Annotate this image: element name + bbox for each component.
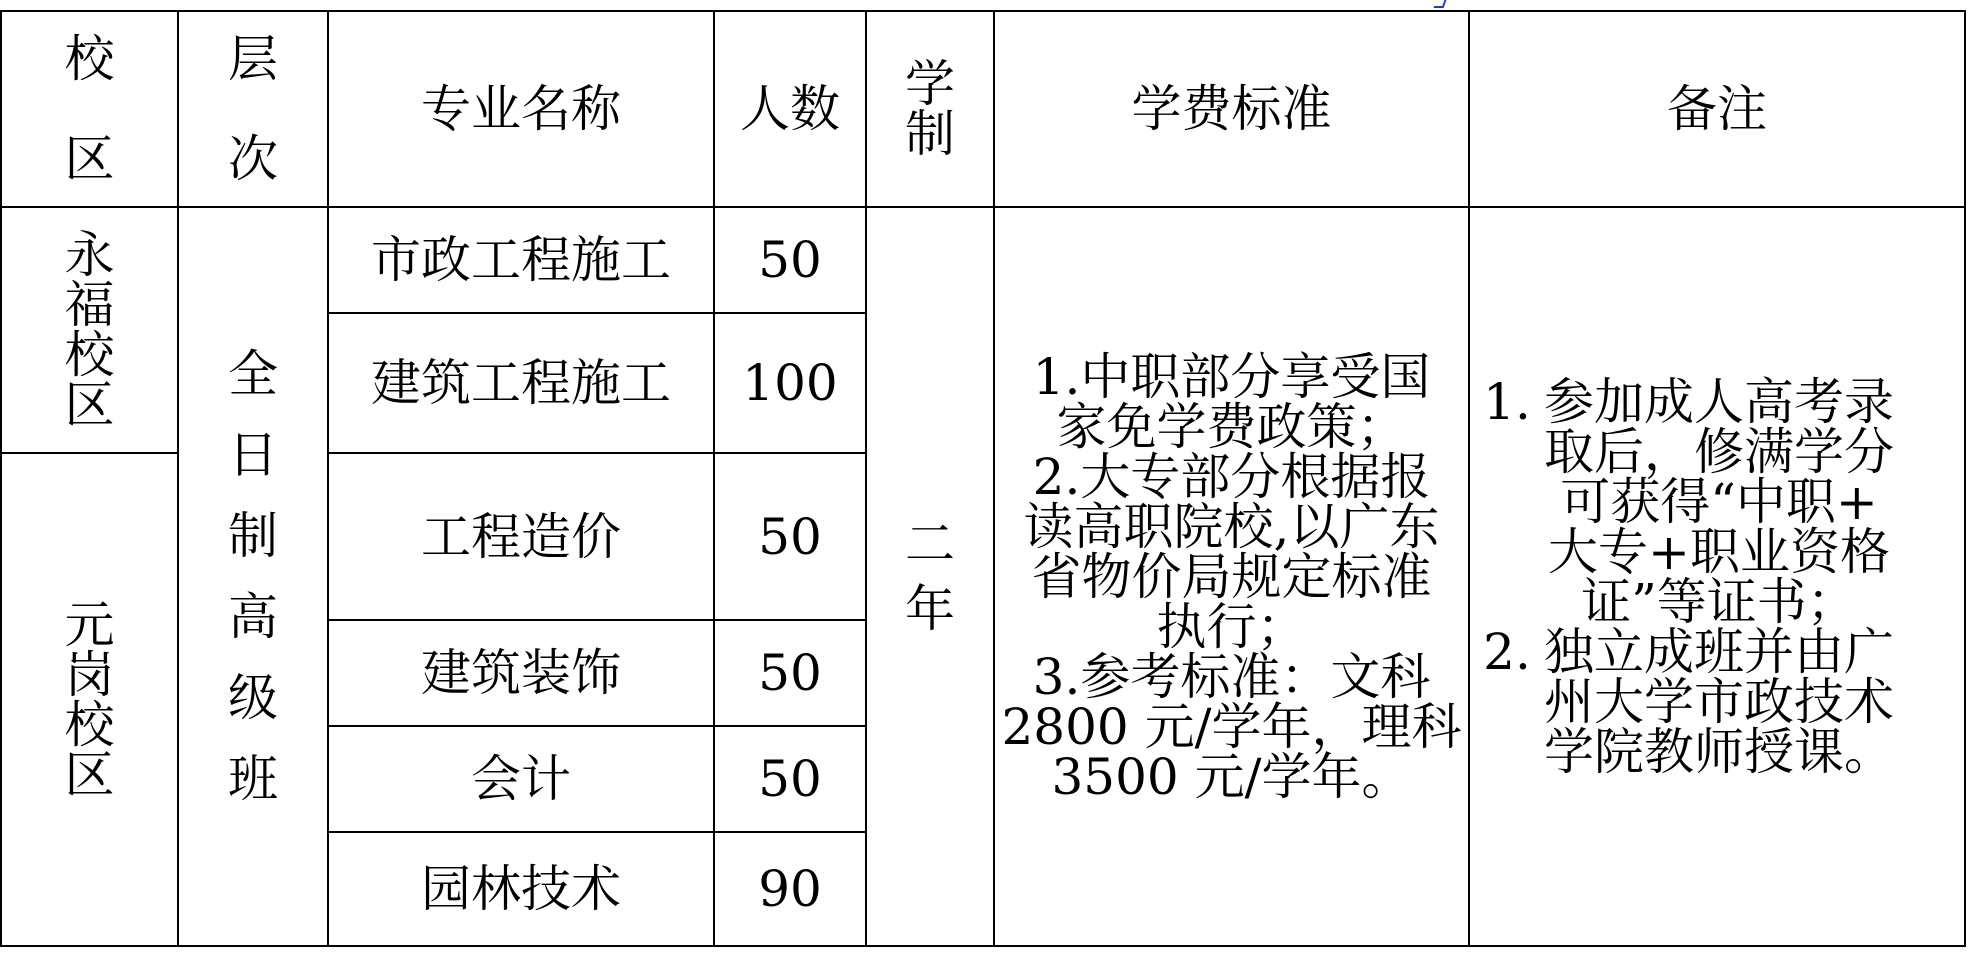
header-row (1, 11, 1965, 207)
header-count (714, 11, 866, 207)
major-count (714, 207, 866, 313)
note-number: 2. (1483, 622, 1531, 681)
header-duration-char-1: 学 (905, 55, 955, 113)
campus-yongfu-char-1: 永 (64, 226, 115, 284)
note-line: 取后，修满学分 (1544, 422, 1894, 481)
enrollment-table (0, 10, 1966, 947)
note-number: 1. (1483, 372, 1531, 431)
fee-cell (994, 207, 1469, 946)
level-char-2: 日 (228, 425, 278, 484)
level-cell (178, 207, 328, 946)
major-count (714, 726, 866, 832)
major-name (328, 313, 714, 453)
major-name-text: 建筑工程施工 (371, 354, 671, 412)
table-row (1, 207, 1965, 313)
note-line: 独立成班并由广 (1544, 622, 1894, 681)
fee-line: 3500 元/学年。 (1051, 747, 1412, 806)
header-campus-char-2: 区 (64, 130, 115, 188)
note-line: 证”等证书； (1581, 572, 1857, 631)
header-major (328, 11, 714, 207)
campus-yongfu-char-4: 区 (64, 376, 115, 434)
header-fee-text: 学费标准 (1131, 80, 1332, 138)
note-line: 参加成人高考录 (1544, 372, 1894, 431)
major-name (328, 726, 714, 832)
duration-char-2: 年 (905, 579, 955, 638)
fee-line: 家免学费政策； (1056, 397, 1407, 456)
major-name-text: 工程造价 (421, 507, 621, 566)
header-campus-char-1: 校 (64, 30, 115, 88)
campus-yuangang-char-3: 校 (64, 695, 115, 754)
major-count-text: 90 (758, 860, 822, 918)
major-count-text: 50 (758, 231, 822, 289)
fee-line: 3.参考标准：文科 (1032, 647, 1431, 706)
major-count-text: 50 (758, 644, 822, 702)
fee-line: 2.大专部分根据报 (1032, 447, 1431, 506)
header-fee (994, 11, 1469, 207)
major-count-text: 100 (742, 354, 838, 412)
header-level (178, 11, 328, 207)
campus-yongfu (1, 207, 178, 453)
level-char-3: 制 (228, 506, 278, 565)
header-duration (866, 11, 994, 207)
campus-yuangang (1, 453, 178, 946)
campus-yuangang-char-1: 元 (64, 595, 115, 654)
header-remark-text: 备注 (1667, 80, 1767, 138)
header-campus (1, 11, 178, 207)
note-item (1470, 622, 1964, 781)
major-count (714, 313, 866, 453)
blue-corner-mark (1434, 0, 1447, 8)
campus-yuangang-char-4: 区 (64, 745, 115, 804)
note-line: 大专+职业资格 (1548, 522, 1890, 581)
major-name (328, 832, 714, 946)
major-name (328, 207, 714, 313)
duration-cell (866, 207, 994, 946)
major-name-text: 会计 (471, 750, 571, 808)
note-line: 学院教师授课。 (1544, 722, 1894, 781)
campus-yongfu-char-2: 福 (64, 276, 115, 334)
major-count-text: 50 (758, 507, 822, 566)
header-major-text: 专业名称 (421, 80, 621, 138)
level-char-5: 级 (228, 668, 278, 727)
major-name-text: 建筑装饰 (421, 644, 621, 702)
major-name-text: 市政工程施工 (371, 231, 671, 289)
major-count (714, 832, 866, 946)
duration-char-1: 二 (905, 514, 955, 573)
header-level-char-2: 次 (228, 130, 278, 188)
header-remark (1469, 11, 1965, 207)
header-count-text: 人数 (740, 80, 840, 138)
fee-line: 2800 元/学年，理科 (1001, 697, 1462, 756)
note-item (1470, 372, 1964, 631)
level-char-4: 高 (228, 587, 278, 646)
campus-yuangang-char-2: 岗 (64, 645, 115, 704)
major-count (714, 453, 866, 620)
fee-line: 1.中职部分享受国 (1032, 347, 1431, 406)
major-name (328, 620, 714, 726)
note-line: 可获得“中职+ (1560, 472, 1878, 531)
header-level-char-1: 层 (228, 30, 278, 88)
campus-yongfu-char-3: 校 (64, 326, 115, 384)
major-name (328, 453, 714, 620)
fee-line: 省物价局规定标准 (1031, 547, 1432, 606)
remark-cell (1469, 207, 1965, 946)
major-count (714, 620, 866, 726)
level-char-6: 班 (228, 749, 278, 808)
header-duration-char-2: 制 (905, 105, 955, 163)
fee-line: 读高职院校,以广东 (1023, 497, 1440, 556)
fee-line: 执行； (1156, 597, 1307, 656)
major-name-text: 园林技术 (421, 860, 621, 918)
note-line: 州大学市政技术 (1544, 672, 1894, 731)
major-count-text: 50 (758, 750, 822, 808)
level-char-1: 全 (228, 344, 278, 403)
